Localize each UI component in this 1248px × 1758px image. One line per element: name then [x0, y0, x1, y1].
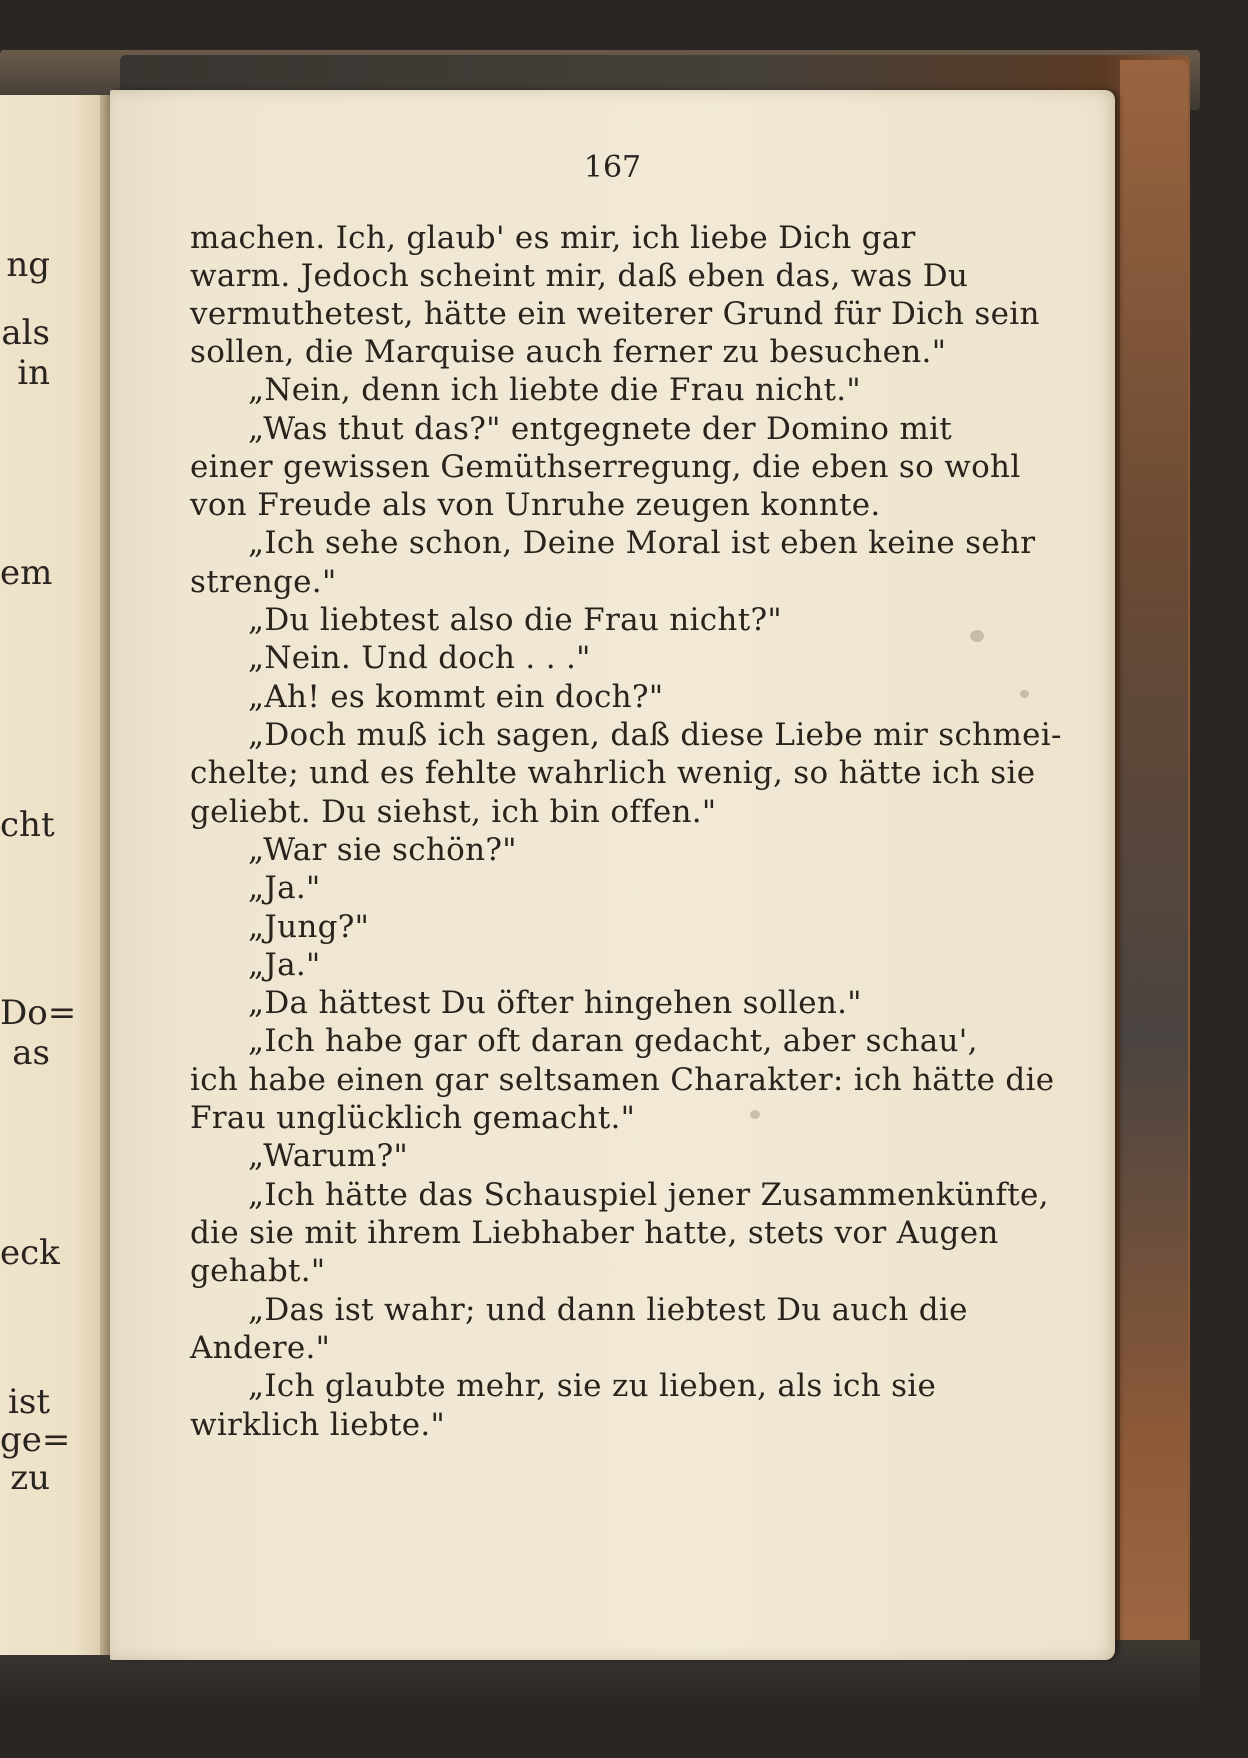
text-line: „Ja." [248, 947, 321, 983]
text-line: „Was thut das?" entgegnete der Domino mit [248, 411, 953, 447]
text-line: einer gewissen Gemüthserregung, die eben so wohl [190, 449, 1021, 485]
text-line: „Warum?" [248, 1138, 409, 1174]
left-page-fragment: als [1, 313, 50, 353]
left-page-fragment: as [12, 1033, 50, 1073]
text-line: Andere." [190, 1330, 331, 1366]
text-line: ich habe einen gar seltsamen Charakter: ich hätte die [190, 1062, 1055, 1098]
text-line: „Ich hätte das Schauspiel jener Zusammenkünfte, [248, 1177, 1049, 1213]
text-line: wirklich liebte." [190, 1407, 446, 1443]
text-line: „Nein, denn ich liebte die Frau nicht." [248, 372, 861, 408]
book-cover-right-edge [1120, 60, 1188, 1690]
text-line: „Nein. Und doch . . ." [248, 640, 591, 676]
text-line: „Ich habe gar oft daran gedacht, aber schau', [248, 1023, 978, 1059]
book-page [110, 90, 1115, 1660]
text-line: die sie mit ihrem Liebhaber hatte, stets vor Augen [190, 1215, 999, 1251]
left-page-fragment: Do= [0, 993, 77, 1033]
text-line: „Da hättest Du öfter hingehen sollen." [248, 985, 862, 1021]
text-line: „Das ist wahr; und dann liebtest Du auch die [248, 1292, 968, 1328]
text-line: Frau unglücklich gemacht." [190, 1100, 636, 1136]
text-line: gehabt." [190, 1253, 326, 1289]
text-line: strenge." [190, 564, 337, 600]
left-page-fragment: cht [0, 805, 55, 845]
page-number: 167 [583, 150, 642, 185]
text-line: „Jung?" [248, 909, 370, 945]
text-line: „Du liebtest also die Frau nicht?" [248, 602, 782, 638]
text-line: „Doch muß ich sagen, daß diese Liebe mir schmei- [248, 717, 1062, 753]
text-line: „Ich glaubte mehr, sie zu lieben, als ich sie [248, 1368, 937, 1404]
left-page-fragment: em [0, 553, 53, 593]
left-page-fragment: zu [10, 1458, 50, 1498]
text-line: von Freude als von Unruhe zeugen konnte. [190, 487, 881, 523]
text-line: geliebt. Du siehst, ich bin offen." [190, 794, 717, 830]
text-line: vermuthetest, hätte ein weiterer Grund für Dich sein [190, 296, 1040, 332]
left-page-fragment: ge= [0, 1420, 71, 1460]
text-line: „Ja." [248, 870, 321, 906]
text-line: chelte; und es fehlte wahrlich wenig, so hätte ich sie [190, 755, 1036, 791]
text-line: sollen, die Marquise auch ferner zu besuchen." [190, 334, 947, 370]
left-page-fragment: eck [0, 1233, 60, 1273]
text-line: „Ah! es kommt ein doch?" [248, 679, 664, 715]
left-page [0, 95, 108, 1655]
left-page-fragment: ist [8, 1382, 50, 1422]
left-page-fragment: ng [6, 245, 50, 285]
text-line: machen. Ich, glaub' es mir, ich liebe Dich gar [190, 220, 916, 256]
text-line: „Ich sehe schon, Deine Moral ist eben keine sehr [248, 525, 1036, 561]
left-page-fragment: in [17, 353, 50, 393]
text-line: warm. Jedoch scheint mir, daß eben das, was Du [190, 258, 969, 294]
text-line: „War sie schön?" [248, 832, 517, 868]
